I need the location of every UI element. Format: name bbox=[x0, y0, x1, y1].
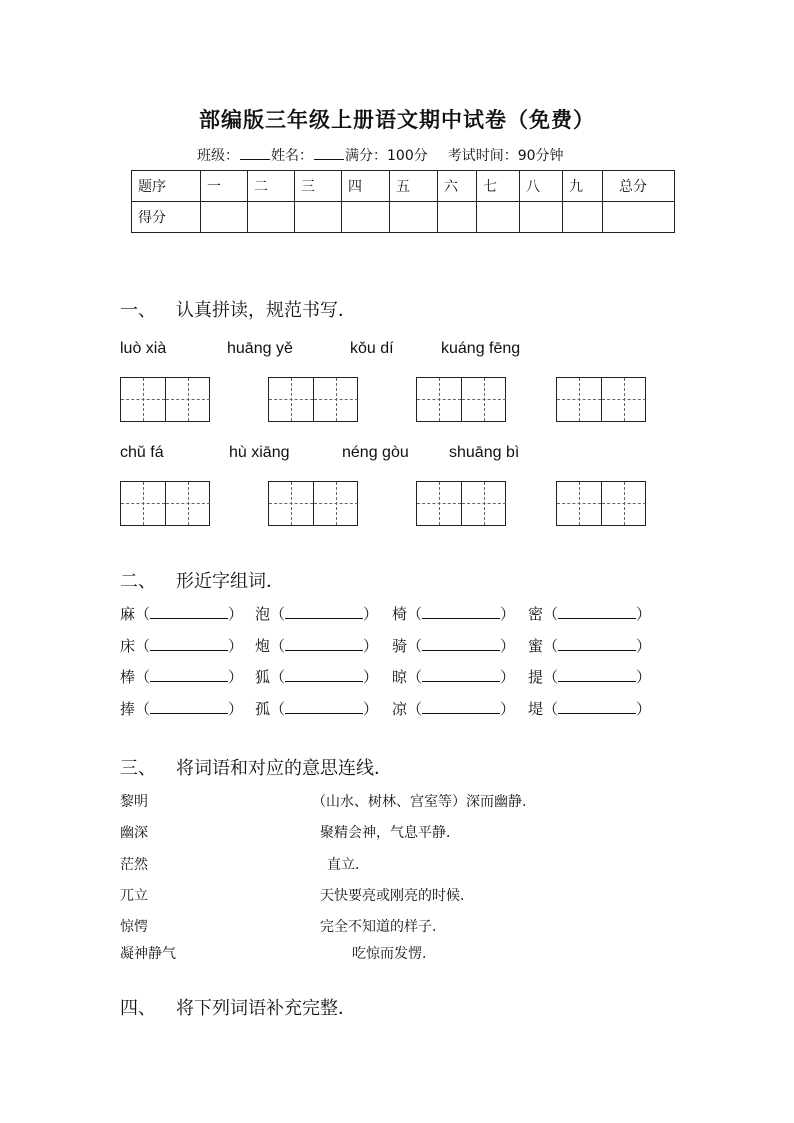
open-paren: （ bbox=[270, 700, 286, 718]
character: 凉 bbox=[392, 700, 408, 718]
section-title: 将词语和对应的意思连线． bbox=[176, 758, 392, 779]
character: 炮 bbox=[255, 637, 271, 655]
pinyin: kuáng fēng bbox=[441, 340, 521, 357]
close-paren: ） bbox=[500, 637, 516, 655]
exam-time: 考试时间：90分钟 bbox=[447, 148, 564, 164]
pinyin: luò xià bbox=[120, 340, 167, 357]
match-meaning[interactable]: 天快要亮或刚亮的时候. bbox=[320, 888, 465, 904]
writing-grid[interactable] bbox=[556, 377, 646, 422]
score-cell[interactable] bbox=[438, 202, 477, 233]
name-blank[interactable] bbox=[314, 147, 344, 160]
header-cell: 一 bbox=[201, 171, 248, 202]
header-cell: 五 bbox=[390, 171, 438, 202]
open-paren: （ bbox=[407, 700, 423, 718]
character: 椅 bbox=[392, 605, 408, 623]
close-paren: ） bbox=[500, 700, 516, 718]
match-meaning[interactable]: 聚精会神，气息平静. bbox=[320, 825, 451, 841]
score-cell[interactable] bbox=[520, 202, 563, 233]
open-paren: （ bbox=[270, 605, 286, 623]
word-group-item bbox=[528, 635, 651, 656]
section-title: 形近字组词． bbox=[176, 571, 284, 592]
match-word[interactable]: 兀立 bbox=[120, 888, 148, 904]
word-group-item bbox=[120, 698, 243, 719]
character: 泡 bbox=[255, 605, 271, 623]
answer-blank[interactable] bbox=[422, 638, 500, 651]
answer-blank[interactable] bbox=[285, 701, 363, 714]
section-3-heading bbox=[120, 754, 392, 780]
answer-blank[interactable] bbox=[285, 669, 363, 682]
answer-blank[interactable] bbox=[150, 606, 228, 619]
open-paren: （ bbox=[135, 637, 151, 655]
open-paren: （ bbox=[135, 700, 151, 718]
character: 蜜 bbox=[528, 637, 544, 655]
section-number: 一、 bbox=[120, 300, 156, 321]
score-cell[interactable] bbox=[563, 202, 603, 233]
close-paren: ） bbox=[363, 637, 379, 655]
open-paren: （ bbox=[135, 605, 151, 623]
answer-blank[interactable] bbox=[285, 638, 363, 651]
full-marks: 满分：100分 bbox=[345, 148, 428, 164]
close-paren: ） bbox=[636, 668, 652, 686]
score-cell[interactable] bbox=[201, 202, 248, 233]
character: 床 bbox=[120, 637, 136, 655]
writing-grid[interactable] bbox=[416, 481, 506, 526]
answer-blank[interactable] bbox=[285, 606, 363, 619]
exam-info-line bbox=[197, 145, 564, 165]
pinyin: hù xiāng bbox=[229, 444, 290, 461]
writing-grid[interactable] bbox=[268, 377, 358, 422]
close-paren: ） bbox=[363, 700, 379, 718]
section-number: 三、 bbox=[120, 758, 156, 779]
open-paren: （ bbox=[407, 668, 423, 686]
answer-blank[interactable] bbox=[422, 606, 500, 619]
word-group-item bbox=[120, 635, 243, 656]
close-paren: ） bbox=[363, 605, 379, 623]
score-table bbox=[131, 170, 675, 233]
writing-grid[interactable] bbox=[120, 377, 210, 422]
match-meaning[interactable]: 完全不知道的样子. bbox=[320, 919, 437, 935]
close-paren: ） bbox=[500, 605, 516, 623]
section-title: 认真拼读，规范书写． bbox=[176, 300, 356, 321]
word-group-item bbox=[392, 666, 515, 687]
pinyin: néng gòu bbox=[342, 444, 409, 461]
answer-blank[interactable] bbox=[558, 669, 636, 682]
match-word[interactable]: 黎明 bbox=[120, 794, 148, 810]
open-paren: （ bbox=[407, 605, 423, 623]
word-group-item bbox=[392, 635, 515, 656]
character: 骑 bbox=[392, 637, 408, 655]
writing-grid[interactable] bbox=[416, 377, 506, 422]
header-cell: 四 bbox=[342, 171, 390, 202]
character: 密 bbox=[528, 605, 544, 623]
page-title: 部编版三年级上册语文期中试卷（免费） bbox=[199, 107, 595, 132]
header-cell: 三 bbox=[295, 171, 342, 202]
word-group-item bbox=[255, 698, 378, 719]
character: 棒 bbox=[120, 668, 136, 686]
word-group-item bbox=[528, 698, 651, 719]
section-number: 四、 bbox=[120, 998, 156, 1019]
row-label: 得分 bbox=[132, 202, 201, 233]
pinyin: huāng yě bbox=[227, 340, 293, 357]
word-group-item bbox=[392, 603, 515, 624]
character: 孤 bbox=[255, 700, 271, 718]
open-paren: （ bbox=[135, 668, 151, 686]
answer-blank[interactable] bbox=[558, 638, 636, 651]
close-paren: ） bbox=[636, 637, 652, 655]
header-cell: 题序 bbox=[132, 171, 201, 202]
character: 狐 bbox=[255, 668, 271, 686]
pinyin: chǔ fá bbox=[120, 444, 164, 461]
score-table-score-row bbox=[132, 202, 675, 233]
match-word[interactable]: 茫然 bbox=[120, 857, 148, 873]
score-cell[interactable] bbox=[390, 202, 438, 233]
answer-blank[interactable] bbox=[422, 701, 500, 714]
pinyin: shuāng bì bbox=[449, 444, 520, 461]
word-group-item bbox=[528, 603, 651, 624]
section-title: 将下列词语补充完整． bbox=[176, 998, 356, 1019]
writing-grid[interactable] bbox=[556, 481, 646, 526]
score-cell[interactable] bbox=[477, 202, 520, 233]
close-paren: ） bbox=[500, 668, 516, 686]
answer-blank[interactable] bbox=[150, 669, 228, 682]
word-group-item bbox=[255, 635, 378, 656]
section-2-heading bbox=[120, 567, 284, 593]
header-cell: 二 bbox=[248, 171, 295, 202]
open-paren: （ bbox=[407, 637, 423, 655]
close-paren: ） bbox=[363, 668, 379, 686]
character: 晾 bbox=[392, 668, 408, 686]
score-cell[interactable] bbox=[248, 202, 295, 233]
close-paren: ） bbox=[228, 700, 244, 718]
close-paren: ） bbox=[228, 605, 244, 623]
word-group-item bbox=[528, 666, 651, 687]
open-paren: （ bbox=[270, 637, 286, 655]
score-cell[interactable] bbox=[603, 202, 675, 233]
open-paren: （ bbox=[543, 637, 559, 655]
character: 堤 bbox=[528, 700, 544, 718]
match-meaning[interactable]: 吃惊而发愣. bbox=[352, 946, 427, 962]
section-number: 二、 bbox=[120, 571, 156, 592]
section-1-heading bbox=[120, 296, 356, 322]
character: 麻 bbox=[120, 605, 136, 623]
name-label: 姓名： bbox=[271, 148, 313, 164]
word-group-item bbox=[255, 666, 378, 687]
open-paren: （ bbox=[543, 605, 559, 623]
class-label: 班级： bbox=[197, 148, 239, 164]
open-paren: （ bbox=[543, 700, 559, 718]
open-paren: （ bbox=[543, 668, 559, 686]
word-group-item bbox=[120, 666, 243, 687]
close-paren: ） bbox=[636, 605, 652, 623]
pinyin: kǒu dí bbox=[350, 340, 394, 357]
header-cell: 六 bbox=[438, 171, 477, 202]
writing-grid[interactable] bbox=[268, 481, 358, 526]
writing-grid[interactable] bbox=[120, 481, 210, 526]
class-blank[interactable] bbox=[240, 147, 270, 160]
character: 提 bbox=[528, 668, 544, 686]
answer-blank[interactable] bbox=[150, 638, 228, 651]
answer-blank[interactable] bbox=[558, 606, 636, 619]
match-word[interactable]: 幽深 bbox=[120, 825, 148, 841]
header-cell: 八 bbox=[520, 171, 563, 202]
word-group-item bbox=[120, 603, 243, 624]
close-paren: ） bbox=[228, 637, 244, 655]
score-cell[interactable] bbox=[342, 202, 390, 233]
score-cell[interactable] bbox=[295, 202, 342, 233]
answer-blank[interactable] bbox=[150, 701, 228, 714]
word-group-item bbox=[255, 603, 378, 624]
answer-blank[interactable] bbox=[422, 669, 500, 682]
section-4-heading bbox=[120, 994, 356, 1020]
match-word[interactable]: 惊愕 bbox=[120, 919, 148, 935]
close-paren: ） bbox=[636, 700, 652, 718]
match-word[interactable]: 凝神静气 bbox=[120, 946, 176, 962]
close-paren: ） bbox=[228, 668, 244, 686]
score-table-header-row bbox=[132, 171, 675, 202]
character: 捧 bbox=[120, 700, 136, 718]
match-meaning[interactable]: 直立. bbox=[327, 857, 360, 873]
header-cell: 七 bbox=[477, 171, 520, 202]
answer-blank[interactable] bbox=[558, 701, 636, 714]
header-cell: 九 bbox=[563, 171, 603, 202]
word-group-item bbox=[392, 698, 515, 719]
open-paren: （ bbox=[270, 668, 286, 686]
header-cell: 总分 bbox=[603, 171, 675, 202]
match-meaning[interactable]: （山水、树林、宫室等）深而幽静. bbox=[312, 794, 527, 810]
